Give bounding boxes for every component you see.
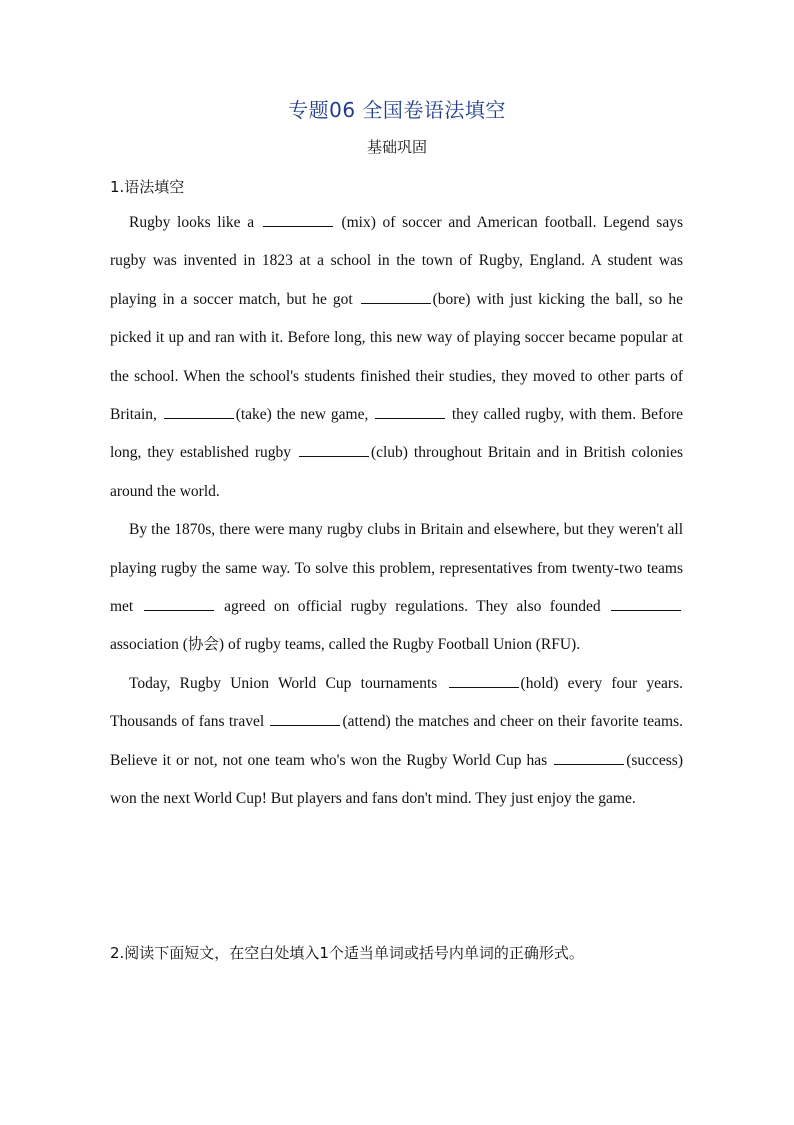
section-2-heading: 2.阅读下面短文，在空白处填入1个适当单词或括号内单词的正确形式。 — [110, 944, 584, 962]
blank-9[interactable] — [270, 711, 340, 726]
text-segment: they called rugby, with them. Before long, they established rugby — [110, 406, 684, 462]
blank-5[interactable] — [299, 442, 369, 457]
blank-6[interactable] — [144, 596, 214, 611]
blank-4[interactable] — [375, 404, 445, 419]
paragraph-3 — [110, 665, 683, 819]
text-segment: (take) the new game, — [235, 406, 374, 424]
paragraph-2 — [110, 511, 683, 665]
text-segment: agreed on official rugby regulations. They also founded — [215, 598, 609, 616]
blank-1[interactable] — [263, 212, 333, 227]
section-1-passage — [110, 204, 683, 819]
blank-3[interactable] — [164, 404, 234, 419]
blank-10[interactable] — [554, 750, 624, 765]
document-title: 专题06 全国卷语法填空 — [288, 98, 506, 122]
paragraph-1 — [110, 204, 683, 511]
text-segment: Rugby looks like a — [129, 214, 261, 231]
text-segment: (bore) with just kicking the ball, so he picked it up and ran with it. Before long, this new way of playing soccer became popular at the school. When the school's students finished their studies, they moved to other parts of Britain, — [110, 290, 683, 424]
text-segment: (mix) of soccer and American football. Legend says rugby was invented in 1823 at a school in the town of Rugby, England. A student was playing in a soccer match, but he got — [110, 214, 683, 308]
blank-2[interactable] — [361, 289, 431, 304]
blank-8[interactable] — [449, 673, 519, 688]
text-segment: (hold) every four years. Thousands of fans travel — [110, 674, 683, 731]
text-segment: (success) won the next World Cup! But players and fans don't mind. They just enjoy the game. — [110, 751, 683, 808]
text-segment: (attend) the matches and cheer on their favorite teams. Believe it or not, not one team who's won the Rugby World Cup has — [110, 713, 683, 769]
text-segment: Today, Rugby Union World Cup tournaments — [129, 674, 447, 692]
text-segment: association (协会) of rugby teams, called the Rugby Football Union (RFU). — [110, 636, 581, 654]
text-segment: By the 1870s, there were many rugby clubs in Britain and elsewhere, but they weren't all playing rugby the same way. To solve this problem, representatives from twenty-two teams met — [110, 521, 683, 616]
text-segment: (club) throughout Britain and in British colonies around the world. — [110, 444, 684, 500]
document-subtitle: 基础巩固 — [366, 138, 427, 156]
blank-7[interactable] — [611, 596, 681, 611]
section-1-heading: 1.语法填空 — [110, 178, 185, 196]
